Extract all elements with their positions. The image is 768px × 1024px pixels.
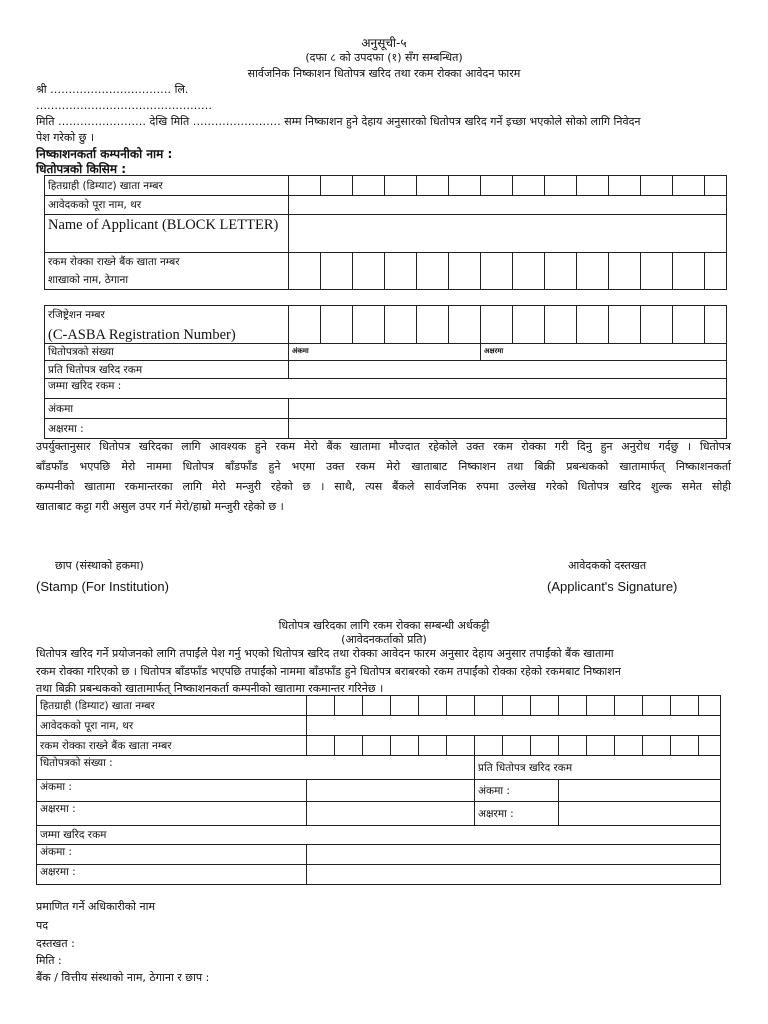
receipt-bank-box[interactable] (419, 736, 447, 756)
demat-digit-box[interactable] (417, 176, 449, 196)
date-range-line-2: पेश गरेको छु । (36, 131, 95, 144)
certify-signature-label: दस्तखत : (36, 937, 75, 950)
bank-digit-box[interactable] (609, 253, 641, 290)
registration-digit-box[interactable] (609, 306, 641, 344)
receipt-figures-right-field[interactable] (559, 780, 721, 802)
receipt-bank-box[interactable] (699, 736, 721, 756)
bank-digit-box[interactable] (545, 253, 577, 290)
registration-digit-box[interactable] (673, 306, 705, 344)
casba-label: (C-ASBA Registration Number) (48, 327, 236, 343)
receipt-rate-label: प्रति धितोपत्र खरिद रकम (475, 756, 721, 780)
receipt-demat-box[interactable] (531, 696, 559, 716)
receipt-demat-box[interactable] (391, 696, 419, 716)
receipt-demat-label: हितग्राही (डिम्याट) खाता नम्बर (37, 696, 307, 716)
demat-digit-box[interactable] (321, 176, 353, 196)
bank-digit-box[interactable] (513, 253, 545, 290)
receipt-demat-box[interactable] (615, 696, 643, 716)
demat-digit-box[interactable] (353, 176, 385, 196)
bank-digit-box[interactable] (417, 253, 449, 290)
receipt-total-figures-field[interactable] (307, 845, 721, 865)
addressee-line: श्री …………………………… लि. (36, 83, 189, 96)
bank-digit-box[interactable] (705, 253, 727, 290)
total-amount-label: जम्मा खरिद रकम : (45, 379, 727, 399)
receipt-total-figures-label: अंकमा : (37, 845, 307, 865)
registration-number-cell (45, 306, 289, 344)
receipt-demat-box[interactable] (643, 696, 671, 716)
receipt-demat-box[interactable] (335, 696, 363, 716)
receipt-demat-box[interactable] (699, 696, 721, 716)
spacer-row (45, 290, 727, 306)
declaration-line: बाँडफाँड भएपछि मेरो नाममा धितोपत्र बाँडफाँड हुने भएमा उक्त रकम मेरो खाताबाट निष्काशन तथा बिक्री प्रबन्धकको खातामार्फत् निष्काशनकर्ता (36, 460, 731, 473)
registration-digit-box[interactable] (417, 306, 449, 344)
receipt-bank-box[interactable] (559, 736, 587, 756)
bank-digit-box[interactable] (321, 253, 353, 290)
receipt-demat-box[interactable] (503, 696, 531, 716)
receipt-bank-box[interactable] (643, 736, 671, 756)
rate-label: प्रति धितोपत्र खरिद रकम (45, 361, 289, 379)
demat-digit-box[interactable] (545, 176, 577, 196)
registration-digit-box[interactable] (353, 306, 385, 344)
branch-label: शाखाको नाम, ठेगाना (45, 271, 289, 290)
receipt-bank-box[interactable] (447, 736, 475, 756)
declaration-line: खाताबाट कट्टा गरी असुल उपर गर्न मेरो/हाम्रो मन्जुरी रहेको छ । (36, 500, 284, 513)
receipt-title: धितोपत्र खरिदका लागि रकम रोक्का सम्बन्धी अर्धकट्टी (278, 619, 490, 632)
total-words-field[interactable] (289, 419, 727, 439)
total-words-label: अक्षरमा : (45, 419, 289, 439)
receipt-total-words-field[interactable] (307, 865, 721, 885)
receipt-demat-box[interactable] (447, 696, 475, 716)
receipt-applicant-label: आवेदकको पूरा नाम, थर (37, 716, 307, 736)
name-block-letter-label: Name of Applicant (BLOCK LETTER) (48, 217, 279, 233)
certifying-officer-label: प्रमाणित गर्ने अधिकारीको नाम (36, 900, 156, 913)
name-block-letter-field[interactable] (289, 215, 727, 253)
receipt-words-right-label: अक्षरमा : (475, 802, 559, 826)
quantity-figures-field[interactable] (289, 344, 481, 361)
registration-digit-box[interactable] (705, 306, 727, 344)
receipt-demat-box[interactable] (587, 696, 615, 716)
receipt-bank-box[interactable] (615, 736, 643, 756)
stamp-label-np: छाप (संस्थाको हकमा) (55, 559, 144, 572)
demat-digit-box[interactable] (481, 176, 513, 196)
receipt-bank-box[interactable] (531, 736, 559, 756)
applicant-full-name-label: आवेदकको पूरा नाम, थर (45, 196, 289, 215)
receipt-line: तथा बिक्री प्रबन्धकको खातामार्फत् निष्काशनकर्ता कम्पनीको खातामा रकमान्तर गरिनेछ । (36, 682, 384, 695)
receipt-quantity-field[interactable] (307, 756, 475, 780)
receipt-applicant-field[interactable] (307, 716, 721, 736)
receipt-words-left-label: अक्षरमा : (37, 802, 307, 826)
declaration-paragraph (36, 437, 731, 517)
demat-digit-box[interactable] (513, 176, 545, 196)
receipt-demat-box[interactable] (419, 696, 447, 716)
receipt-demat-box[interactable] (307, 696, 335, 716)
registration-digit-box[interactable] (449, 306, 481, 344)
registration-digit-box[interactable] (289, 306, 321, 344)
bank-name-stamp-label: बैंक / वित्तीय संस्थाको नाम, ठेगाना र छाप : (36, 971, 210, 984)
receipt-demat-box[interactable] (671, 696, 699, 716)
receipt-bank-box[interactable] (503, 736, 531, 756)
registration-digit-box[interactable] (481, 306, 513, 344)
registration-number-label: रजिष्ट्रेशन नम्बर (48, 309, 105, 321)
demat-digit-box[interactable] (705, 176, 727, 196)
bank-digit-box[interactable] (289, 253, 321, 290)
receipt-bank-box[interactable] (671, 736, 699, 756)
bank-digit-box[interactable] (353, 253, 385, 290)
receipt-bank-box[interactable] (475, 736, 503, 756)
bank-digit-box[interactable] (641, 253, 673, 290)
total-figures-field[interactable] (289, 399, 727, 419)
quantity-words-field[interactable] (481, 344, 727, 361)
registration-digit-box[interactable] (577, 306, 609, 344)
bank-digit-box[interactable] (449, 253, 481, 290)
receipt-bank-box[interactable] (391, 736, 419, 756)
receipt-total-label: जम्मा खरिद रकम (37, 826, 721, 845)
signature-label-np: आवेदकको दस्तखत (568, 559, 647, 572)
quantity-words-label: अक्षरमा (484, 347, 504, 355)
total-figures-label: अंकमा (45, 399, 289, 419)
demat-account-label: हितग्राही (डिम्याट) खाता नम्बर (45, 176, 289, 196)
receipt-bank-box[interactable] (335, 736, 363, 756)
receipt-form-table (36, 695, 721, 885)
registration-digit-box[interactable] (545, 306, 577, 344)
issuer-company-label: निष्काशनकर्ता कम्पनीको नाम : (36, 147, 173, 161)
receipt-figures-left-field[interactable] (307, 780, 475, 802)
addressee-dots: ………………………………………… (36, 99, 212, 112)
demat-digit-box[interactable] (673, 176, 705, 196)
demat-digit-box[interactable] (577, 176, 609, 196)
clause-reference: (दफा ८ को उपदफा (१) सँग सम्बन्धित) (305, 51, 463, 64)
demat-digit-box[interactable] (641, 176, 673, 196)
quantity-label: धितोपत्रको संख्या (45, 344, 289, 361)
rate-field[interactable] (289, 361, 727, 379)
receipt-paragraph (36, 645, 731, 698)
name-block-letter-cell (45, 215, 289, 253)
stamp-label-en: (Stamp (For Institution) (36, 579, 169, 594)
receipt-demat-box[interactable] (363, 696, 391, 716)
certify-date-label: मिति : (36, 954, 62, 967)
schedule-number: अनुसूची-५ (361, 36, 407, 50)
security-type-label: धितोपत्रको किसिम : (36, 162, 127, 176)
receipt-words-left-field[interactable] (307, 802, 475, 826)
form-title: सार्वजनिक निष्काशन धितोपत्र खरिद तथा रकम रोक्का आवेदन फारम (247, 67, 521, 80)
receipt-bank-account-label: रकम रोक्का राख्ने बैंक खाता नम्बर (37, 736, 307, 756)
receipt-subtitle: (आवेदनकर्ताको प्रति) (341, 633, 427, 646)
declaration-line: उपर्युक्तानुसार धितोपत्र खरिदका लागि आवश्यक हुने रकम मेरो बैंक खातामा मौज्दात रहेकोले उक्त रकम रोक्का गरी दिनु हुन अनुरोध गर्दछु । धितोपत्र (36, 440, 731, 453)
bank-digit-box[interactable] (577, 253, 609, 290)
registration-digit-box[interactable] (513, 306, 545, 344)
receipt-demat-box[interactable] (475, 696, 503, 716)
declaration-line: कम्पनीको खातामा रकमान्तरका लागि मेरो मन्जुरी रहेको छ । साथै, त्यस बैंकले सार्वजनिक रुपमा उल्लेख गरेको धितोपत्र खरिद शुल्क समेत सोही (36, 480, 731, 493)
demat-digit-box[interactable] (449, 176, 481, 196)
registration-digit-box[interactable] (321, 306, 353, 344)
receipt-line: रकम रोक्का गरिएको छ । धितोपत्र बाँडफाँड भएपछि तपाईंको नाममा बाँडफाँड हुने धितोपत्र बराबरको रकम तपाईंको रोक्का रहेको रकमबाट निष्काशन (36, 664, 621, 678)
application-form-table (44, 175, 727, 439)
quantity-figures-label: अंकमा (292, 347, 309, 355)
bank-digit-box[interactable] (385, 253, 417, 290)
receipt-bank-box[interactable] (363, 736, 391, 756)
receipt-line: धितोपत्र खरिद गर्ने प्रयोजनको लागि तपाईंले पेश गर्नु भएको धितोपत्र खरिद तथा रोक्का आवेदन फारम अनुसार देहाय अनुसार तपाईंको बैंक खातामा (36, 647, 614, 660)
receipt-quantity-label: धितोपत्रको संख्या : (37, 756, 307, 780)
receipt-demat-box[interactable] (559, 696, 587, 716)
post-label: पद (36, 919, 49, 932)
demat-digit-box[interactable] (289, 176, 321, 196)
receipt-words-right-field[interactable] (559, 802, 721, 826)
bank-account-label: रकम रोक्का राख्ने बैंक खाता नम्बर (45, 253, 289, 271)
bank-digit-box[interactable] (481, 253, 513, 290)
demat-digit-box[interactable] (385, 176, 417, 196)
applicant-full-name-field[interactable] (289, 196, 727, 215)
demat-digit-box[interactable] (609, 176, 641, 196)
registration-digit-box[interactable] (641, 306, 673, 344)
receipt-figures-right-label: अंकमा : (475, 780, 559, 802)
receipt-total-words-label: अक्षरमा : (37, 865, 307, 885)
registration-digit-box[interactable] (385, 306, 417, 344)
date-range-line: मिति …………………… देखि मिति …………………… सम्म निष्काशन हुने देहाय अनुसारको धितोपत्र खरिद गर्ने इच्छा भएकोले सोको लागि निवेदन (36, 115, 641, 128)
receipt-bank-box[interactable] (587, 736, 615, 756)
signature-label-en: (Applicant's Signature) (547, 579, 678, 594)
receipt-bank-box[interactable] (307, 736, 335, 756)
bank-digit-box[interactable] (673, 253, 705, 290)
receipt-figures-left-label: अंकमा : (37, 780, 307, 802)
